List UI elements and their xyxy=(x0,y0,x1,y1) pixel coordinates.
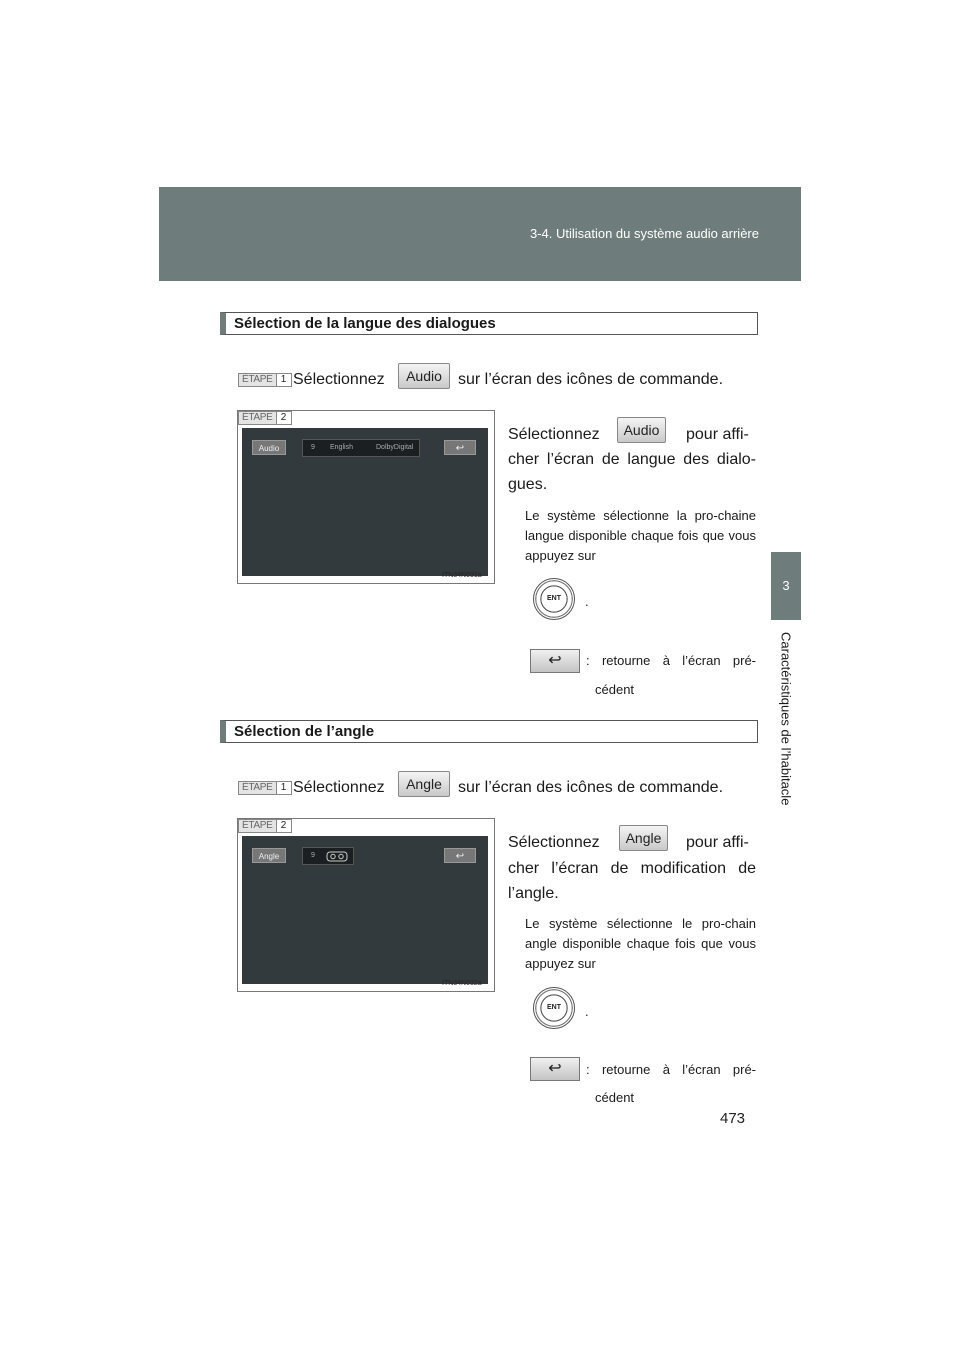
angle-button[interactable]: Angle xyxy=(398,771,450,797)
step2-text-after: pour affi- xyxy=(686,834,749,851)
ent-knob-icon: ENT xyxy=(533,987,575,1029)
back-description: : retourne à l’écran pré- xyxy=(586,1062,756,1077)
section-title-dialog-language: Sélection de la langue des dialogues xyxy=(220,312,758,335)
back-arrow-icon: ↩ xyxy=(530,1057,580,1081)
angle-button-step2[interactable]: Angle xyxy=(619,825,668,851)
section-title-angle: Sélection de l’angle xyxy=(220,720,758,743)
header-band xyxy=(159,187,801,281)
audio-button-step2[interactable]: Audio xyxy=(617,417,666,443)
back-description-end: cédent xyxy=(595,682,635,697)
back-arrow-icon: ↩ xyxy=(530,649,580,673)
screen-language-bar: 9 English DolbyDigital xyxy=(302,439,420,457)
chapter-label: Caractéristiques de l’habitacle xyxy=(778,632,794,806)
camera-angle-icon xyxy=(325,850,351,863)
page-number: 473 xyxy=(720,1110,746,1127)
screen-angle-button[interactable]: Angle xyxy=(252,848,286,863)
section-breadcrumb: 3-4. Utilisation du système audio arrière xyxy=(529,226,759,241)
note-period: . xyxy=(585,594,589,609)
chapter-tab: 3 xyxy=(771,552,801,620)
step2-text-before: Sélectionnez xyxy=(508,426,600,443)
image-code: ITN34N031a xyxy=(442,572,482,579)
step1-text-after: sur l’écran des icônes de commande. xyxy=(458,371,724,388)
step-badge-1: ÉTAPE 1 xyxy=(238,781,292,795)
step1-text-after: sur l’écran des icônes de commande. xyxy=(458,779,724,796)
step2-body: cher l’écran de langue des dialo-gues. xyxy=(508,451,756,493)
note-period: . xyxy=(585,1004,589,1019)
step-badge-2: ÉTAPE 2 xyxy=(238,411,292,425)
step-badge-2: ÉTAPE 2 xyxy=(238,819,292,833)
step1-text-before: Sélectionnez xyxy=(293,779,385,796)
back-description-end: cédent xyxy=(595,1090,635,1105)
screen-back-button[interactable]: ↩ xyxy=(444,848,476,863)
screen-audio-button[interactable]: Audio xyxy=(252,440,286,455)
screen-back-button[interactable]: ↩ xyxy=(444,440,476,455)
step2-note: Le système sélectionne le pro-chain angle disponible chaque fois que vous appuyez sur xyxy=(525,916,756,971)
back-description: : retourne à l’écran pré- xyxy=(586,653,756,668)
step-badge-1: ÉTAPE 1 xyxy=(238,373,292,387)
audio-button[interactable]: Audio xyxy=(398,363,450,389)
step2-body: cher l’écran de modification de l’angle. xyxy=(508,860,756,902)
step1-text-before: Sélectionnez xyxy=(293,371,385,388)
screen-angle-bar: 9 xyxy=(302,847,354,865)
step2-note: Le système sélectionne la pro-chaine langue disponible chaque fois que vous appuyez sur xyxy=(525,508,756,563)
image-code: ITN34N032a xyxy=(442,980,482,987)
step2-text-before: Sélectionnez xyxy=(508,834,600,851)
ent-knob-icon: ENT xyxy=(533,578,575,620)
step2-text-after: pour affi- xyxy=(686,426,749,443)
